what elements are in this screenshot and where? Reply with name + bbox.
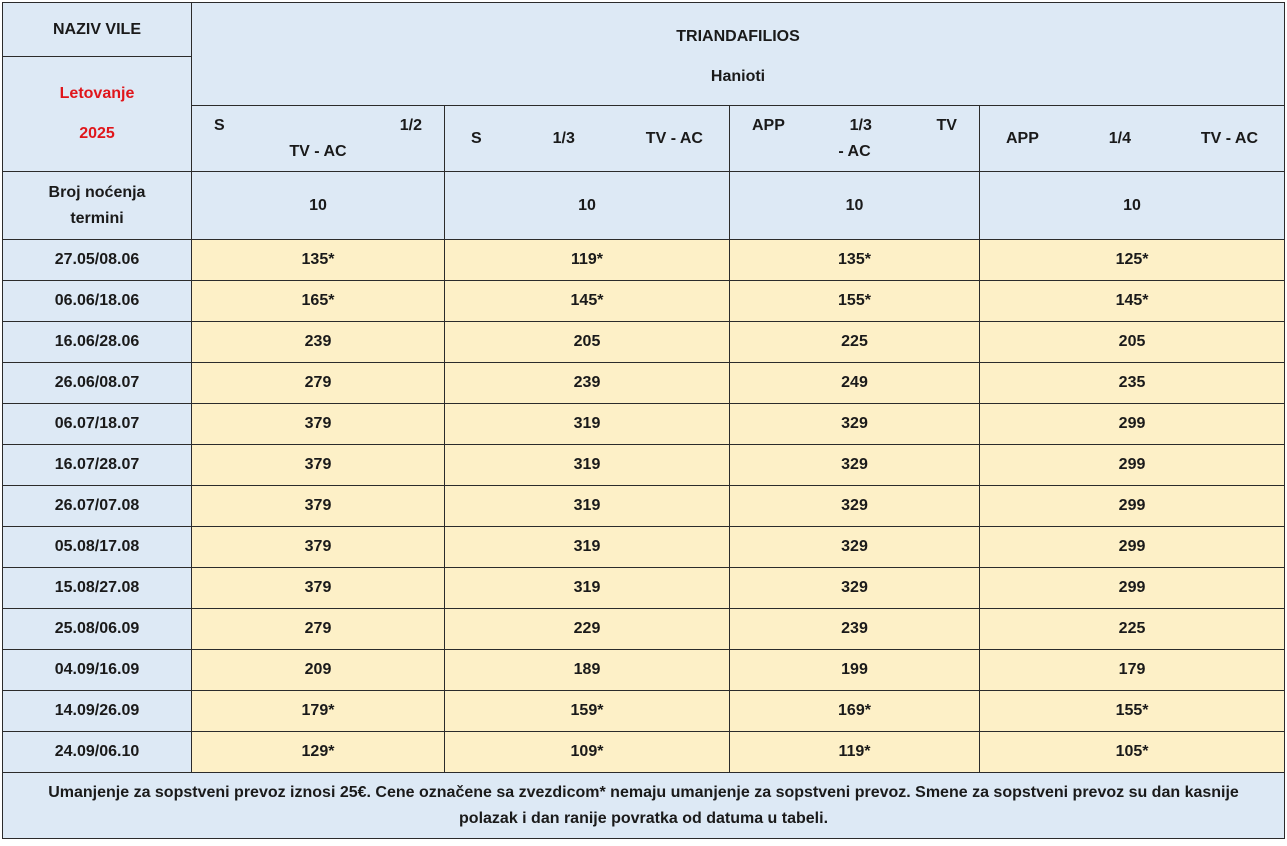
villa-name: TRIANDAFILIOS: [676, 28, 800, 45]
date-range: 27.05/08.06: [3, 240, 192, 281]
date-range: 26.06/08.07: [3, 363, 192, 404]
room-type-2-capacity: 1/3: [552, 129, 575, 147]
price-cell: 279: [192, 609, 445, 650]
nights-label-cell: [3, 172, 192, 240]
table-row: [3, 445, 1285, 486]
date-range: 24.09/06.10: [3, 732, 192, 773]
price-cell: 225: [980, 609, 1285, 650]
date-range: 05.08/17.08: [3, 527, 192, 568]
room-type-2-kind: S: [471, 129, 482, 147]
table-row: [3, 650, 1285, 691]
room-type-4-kind: APP: [1006, 129, 1039, 147]
date-range: 26.07/07.08: [3, 486, 192, 527]
price-cell: 105*: [980, 732, 1285, 773]
price-cell: 155*: [980, 691, 1285, 732]
price-cell: 145*: [445, 281, 730, 322]
price-cell: 155*: [730, 281, 980, 322]
room-type-1: [192, 106, 445, 172]
season-label: Letovanje: [59, 85, 135, 102]
price-cell: 205: [980, 322, 1285, 363]
price-cell: 329: [730, 445, 980, 486]
room-type-2-amenities: TV - AC: [645, 129, 703, 147]
table-row: [3, 527, 1285, 568]
season-year: 2025: [79, 125, 115, 142]
date-range: 25.08/06.09: [3, 609, 192, 650]
room-type-4-amenities: TV - AC: [1200, 129, 1259, 147]
room-type-3-amenities-a: TV: [936, 116, 957, 134]
villa-label: NAZIV VILE: [52, 20, 141, 38]
date-range: 14.09/26.09: [3, 691, 192, 732]
nights-1: 10: [192, 172, 445, 240]
room-type-3-kind: APP: [752, 116, 785, 134]
price-cell: 145*: [980, 281, 1285, 322]
price-cell: 379: [192, 404, 445, 445]
villa-label-cell: [3, 3, 192, 57]
price-cell: 159*: [445, 691, 730, 732]
room-type-4: [980, 106, 1285, 172]
season-cell: [3, 57, 192, 172]
nights-2: 10: [445, 172, 730, 240]
price-cell: 319: [445, 568, 730, 609]
nights-label: Broj noćenja: [48, 183, 146, 201]
date-range: 04.09/16.09: [3, 650, 192, 691]
price-cell: 379: [192, 445, 445, 486]
room-type-1-amenities: TV - AC: [289, 142, 347, 160]
price-cell: 235: [980, 363, 1285, 404]
price-cell: 179*: [192, 691, 445, 732]
date-range: 06.06/18.06: [3, 281, 192, 322]
footer-note-line-1: Umanjenje za sopstveni prevoz iznosi 25€. Cene označene sa zvezdicom* nemaju umanjenje za sopstveni prevoz. Smene za sopstveni prevoz su dan kasnije: [48, 783, 1239, 801]
price-cell: 249: [730, 363, 980, 404]
nights-3: 10: [730, 172, 980, 240]
price-cell: 179: [980, 650, 1285, 691]
price-table: [2, 2, 1285, 839]
room-type-3: [730, 106, 980, 172]
price-cell: 209: [192, 650, 445, 691]
footer-note-line-2: polazak i dan ranije povratka od datuma u tabeli.: [459, 809, 829, 827]
table-row: [3, 568, 1285, 609]
table-row: [3, 609, 1285, 650]
price-cell: 169*: [730, 691, 980, 732]
room-type-4-capacity: 1/4: [1108, 129, 1131, 147]
price-cell: 125*: [980, 240, 1285, 281]
table-row: [3, 486, 1285, 527]
price-cell: 189: [445, 650, 730, 691]
room-type-3-capacity: 1/3: [849, 116, 872, 134]
price-cell: 319: [445, 527, 730, 568]
price-cell: 299: [980, 404, 1285, 445]
nights-4: 10: [980, 172, 1285, 240]
date-range: 06.07/18.07: [3, 404, 192, 445]
room-type-1-capacity: 1/2: [399, 116, 422, 134]
price-cell: 165*: [192, 281, 445, 322]
price-cell: 239: [192, 322, 445, 363]
table-row: [3, 322, 1285, 363]
price-cell: 329: [730, 486, 980, 527]
price-cell: 279: [192, 363, 445, 404]
terms-label: termini: [70, 209, 124, 227]
price-cell: 109*: [445, 732, 730, 773]
price-cell: 239: [445, 363, 730, 404]
price-cell: 379: [192, 527, 445, 568]
table-row: [3, 404, 1285, 445]
price-cell: 299: [980, 568, 1285, 609]
villa-location: Hanioti: [710, 68, 766, 85]
price-cell: 319: [445, 445, 730, 486]
price-rows: [3, 240, 1285, 773]
villa-title-cell: [192, 3, 1285, 106]
table-row: [3, 363, 1285, 404]
price-cell: 379: [192, 568, 445, 609]
date-range: 16.06/28.06: [3, 322, 192, 363]
price-cell: 119*: [445, 240, 730, 281]
table-row: [3, 691, 1285, 732]
price-cell: 299: [980, 527, 1285, 568]
price-cell: 229: [445, 609, 730, 650]
price-cell: 239: [730, 609, 980, 650]
room-type-3-amenities-b: - AC: [838, 142, 871, 160]
price-cell: 199: [730, 650, 980, 691]
room-type-2: [445, 106, 730, 172]
price-cell: 205: [445, 322, 730, 363]
price-cell: 129*: [192, 732, 445, 773]
date-range: 16.07/28.07: [3, 445, 192, 486]
price-cell: 329: [730, 404, 980, 445]
room-type-1-kind: S: [214, 116, 225, 134]
price-cell: 329: [730, 568, 980, 609]
table-row: [3, 281, 1285, 322]
price-cell: 299: [980, 445, 1285, 486]
price-cell: 319: [445, 404, 730, 445]
price-cell: 379: [192, 486, 445, 527]
price-cell: 319: [445, 486, 730, 527]
price-cell: 299: [980, 486, 1285, 527]
price-cell: 119*: [730, 732, 980, 773]
price-cell: 329: [730, 527, 980, 568]
price-cell: 225: [730, 322, 980, 363]
date-range: 15.08/27.08: [3, 568, 192, 609]
footer-note: [3, 773, 1285, 839]
table-row: [3, 240, 1285, 281]
table-row: [3, 732, 1285, 773]
price-cell: 135*: [192, 240, 445, 281]
price-cell: 135*: [730, 240, 980, 281]
